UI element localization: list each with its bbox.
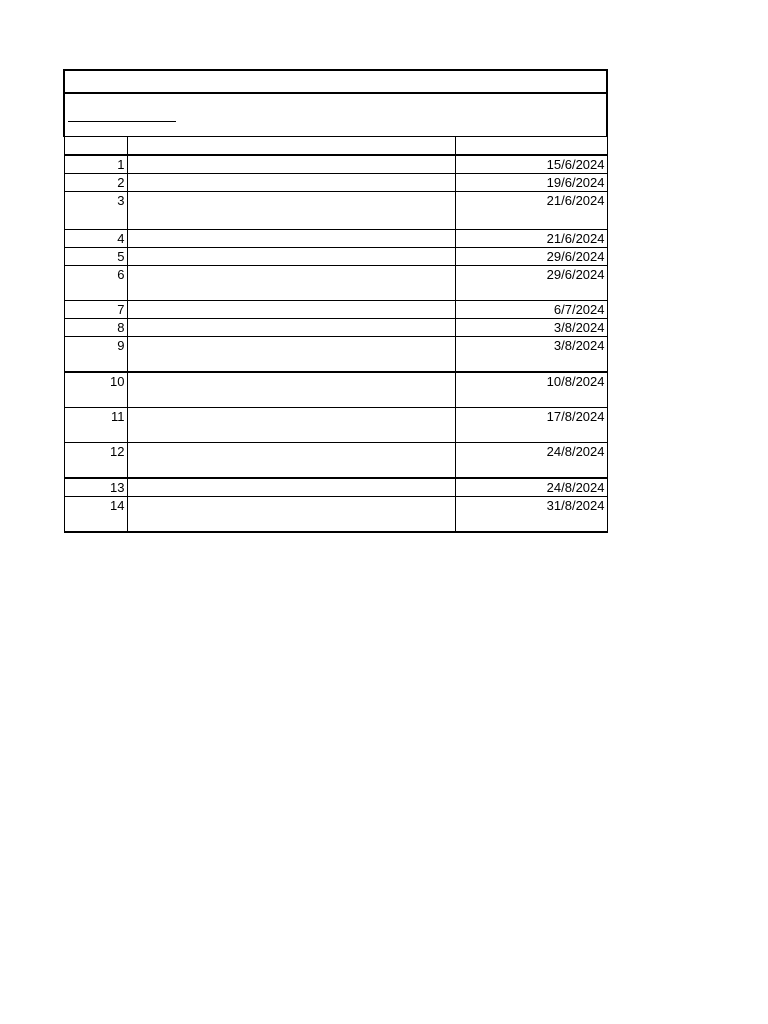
row-date: 19/6/2024 xyxy=(455,174,607,192)
table-row xyxy=(64,372,607,408)
table-row xyxy=(64,192,607,230)
row-date: 31/8/2024 xyxy=(455,497,607,533)
row-date: 21/6/2024 xyxy=(455,192,607,230)
row-date: 10/8/2024 xyxy=(455,372,607,408)
row-description xyxy=(127,319,455,337)
table-row xyxy=(64,337,607,373)
row-description xyxy=(127,230,455,248)
row-number: 12 xyxy=(64,443,127,479)
row-number: 13 xyxy=(64,478,127,497)
row-number: 2 xyxy=(64,174,127,192)
row-date: 29/6/2024 xyxy=(455,248,607,266)
row-date: 29/6/2024 xyxy=(455,266,607,301)
table-row xyxy=(64,319,607,337)
row-description xyxy=(127,408,455,443)
subtitle-cell xyxy=(64,93,607,137)
row-date: 24/8/2024 xyxy=(455,478,607,497)
row-description xyxy=(127,301,455,319)
table-row xyxy=(64,248,607,266)
table-row xyxy=(64,408,607,443)
row-date: 6/7/2024 xyxy=(455,301,607,319)
row-description xyxy=(127,266,455,301)
row-description xyxy=(127,174,455,192)
table-row xyxy=(64,301,607,319)
row-date: 15/6/2024 xyxy=(455,155,607,174)
row-number: 3 xyxy=(64,192,127,230)
row-number: 4 xyxy=(64,230,127,248)
table-row xyxy=(64,478,607,497)
row-number: 8 xyxy=(64,319,127,337)
row-date: 3/8/2024 xyxy=(455,319,607,337)
row-description xyxy=(127,192,455,230)
table-row xyxy=(64,443,607,479)
row-description xyxy=(127,478,455,497)
underline-blank xyxy=(68,121,176,122)
sheet-title xyxy=(64,70,607,93)
row-date: 24/8/2024 xyxy=(455,443,607,479)
header-date xyxy=(455,137,607,156)
table-row xyxy=(64,174,607,192)
row-number: 5 xyxy=(64,248,127,266)
row-description xyxy=(127,372,455,408)
row-number: 7 xyxy=(64,301,127,319)
row-number: 1 xyxy=(64,155,127,174)
schedule-table xyxy=(63,69,608,533)
table-row xyxy=(64,230,607,248)
table-row xyxy=(64,497,607,533)
row-description xyxy=(127,248,455,266)
row-date: 17/8/2024 xyxy=(455,408,607,443)
header-desc xyxy=(127,137,455,156)
title-row xyxy=(64,70,607,93)
row-number: 14 xyxy=(64,497,127,533)
row-number: 11 xyxy=(64,408,127,443)
row-number: 6 xyxy=(64,266,127,301)
subtitle-row xyxy=(64,93,607,137)
row-date: 21/6/2024 xyxy=(455,230,607,248)
row-number: 10 xyxy=(64,372,127,408)
table-row xyxy=(64,266,607,301)
row-number: 9 xyxy=(64,337,127,373)
row-description xyxy=(127,337,455,373)
table-row xyxy=(64,155,607,174)
row-description xyxy=(127,155,455,174)
row-date: 3/8/2024 xyxy=(455,337,607,373)
spreadsheet-page xyxy=(63,69,606,533)
row-description xyxy=(127,497,455,533)
row-description xyxy=(127,443,455,479)
header-num xyxy=(64,137,127,156)
header-row xyxy=(64,137,607,156)
